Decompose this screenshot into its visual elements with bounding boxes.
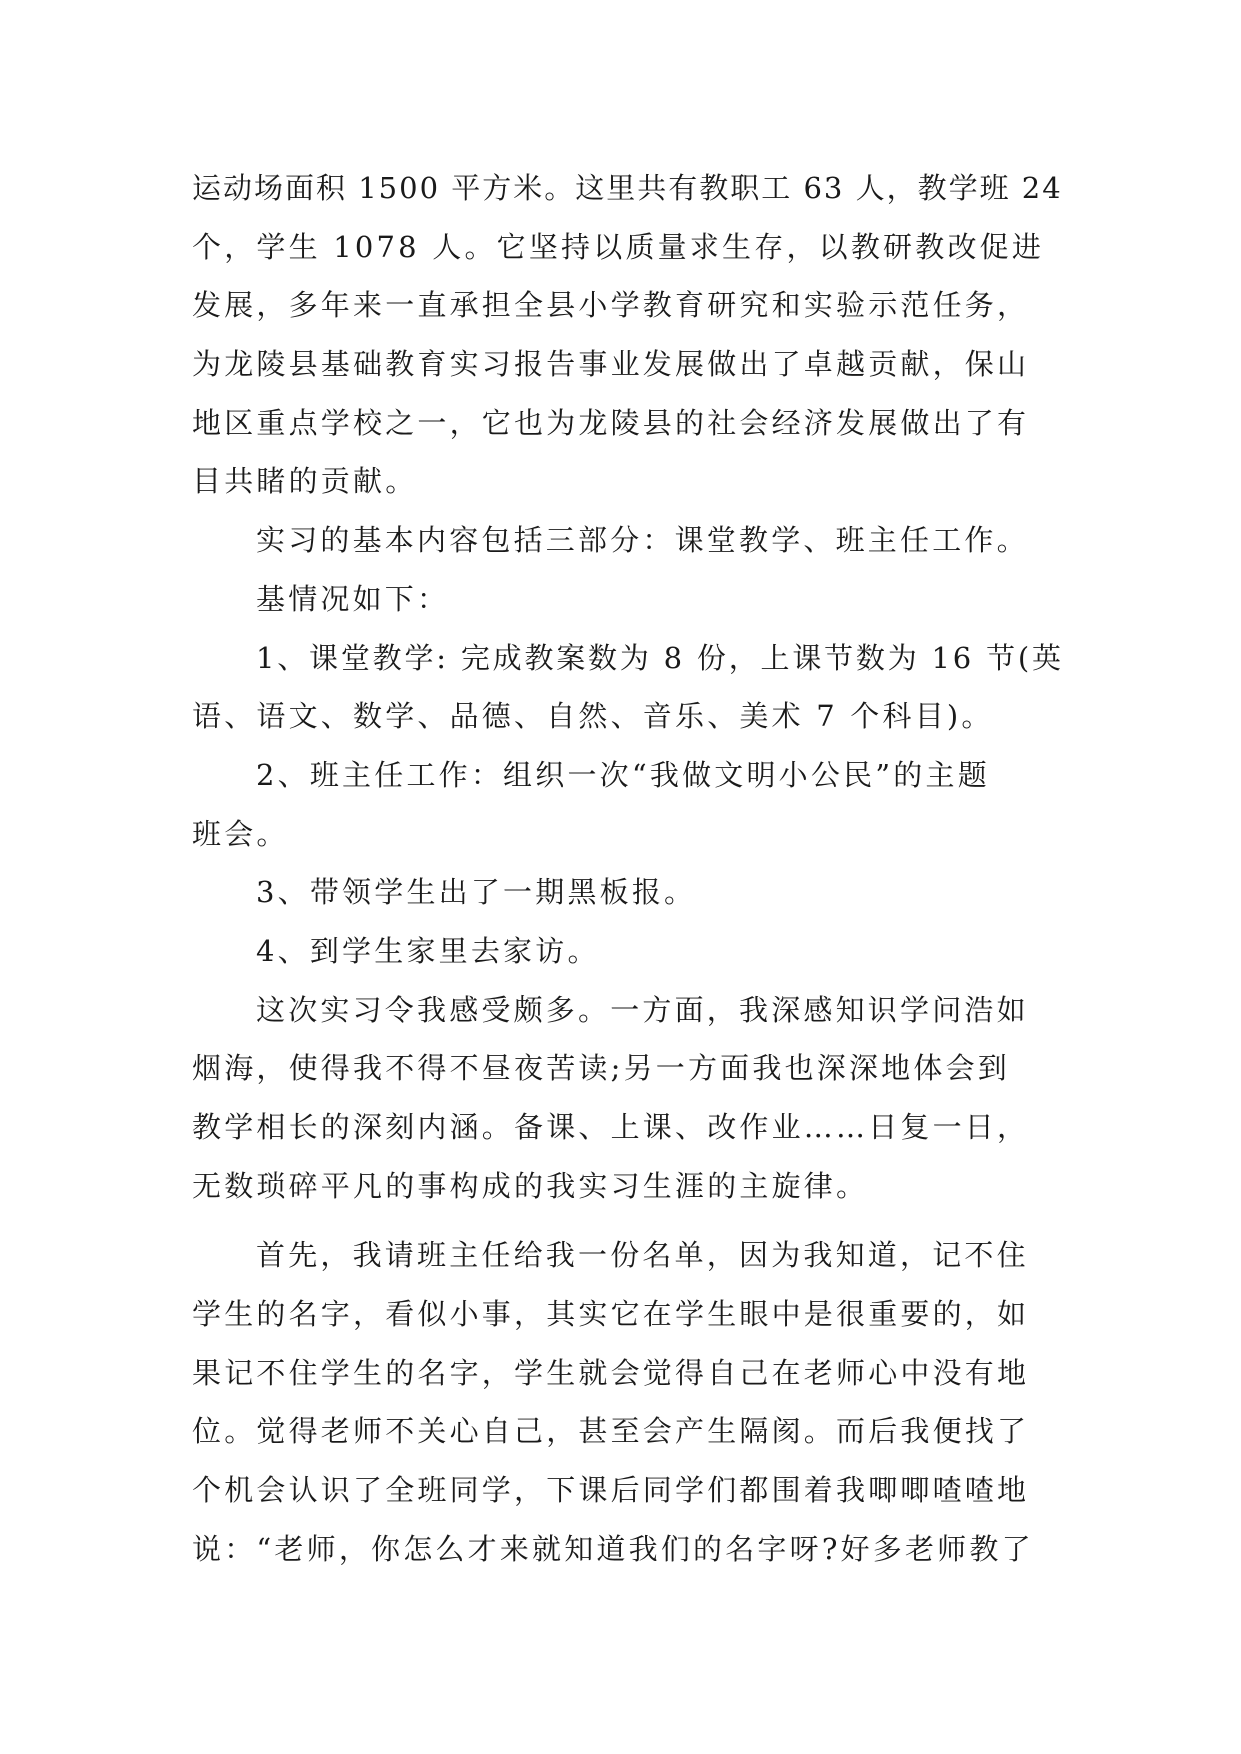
text-line: 烟海，使得我不得不昼夜苦读;另一方面我也深深地体会到 bbox=[192, 1051, 1010, 1086]
paragraph-first-line: 首先，我请班主任给我一份名单，因为我知道，记不住 bbox=[256, 1238, 1029, 1273]
text-line: 个机会认识了全班同学，下课后同学们都围着我唧唧喳喳地 bbox=[192, 1473, 1030, 1508]
document-body bbox=[192, 159, 1062, 1579]
paragraph-first-line: 这次实习令我感受颇多。一方面，我深感知识学问浩如 bbox=[256, 992, 1029, 1027]
paragraph-first-line: 基情况如下： bbox=[256, 581, 450, 616]
paragraph-gap bbox=[192, 1215, 1062, 1226]
text-line: 位。觉得老师不关心自己，甚至会产生隔阂。而后我便找了 bbox=[192, 1414, 1030, 1449]
text-line: 学生的名字，看似小事，其实它在学生眼中是很重要的，如 bbox=[192, 1297, 1030, 1332]
text-line: 语、语文、数学、品德、自然、音乐、美术 7 个科目)。 bbox=[192, 699, 994, 734]
paragraph-first-line: 3、带领学生出了一期黑板报。 bbox=[256, 875, 697, 910]
text-line: 教学相长的深刻内涵。备课、上课、改作业……日复一日， bbox=[192, 1110, 1030, 1144]
paragraph-first-line: 1、课堂教学: 完成教案数为 8 份，上课节数为 16 节(英 bbox=[256, 640, 1064, 675]
text-line: 个，学生 1078 人。它坚持以质量求生存，以教研教改促进 bbox=[192, 229, 1045, 264]
paragraph-first-line: 实习的基本内容包括三部分：课堂教学、班主任工作。 bbox=[256, 523, 1029, 558]
paragraph-first-line: 4、到学生家里去家访。 bbox=[256, 933, 600, 968]
text-line: 目共睹的贡献。 bbox=[192, 464, 418, 499]
text-line: 发展，多年来一直承担全县小学教育研究和实验示范任务， bbox=[192, 288, 1030, 323]
text-line: 班会。 bbox=[192, 816, 289, 851]
text-line: 运动场面积 1500 平方米。这里共有教职工 63 人，教学班 24 bbox=[192, 171, 1063, 205]
text-line: 无数琐碎平凡的事构成的我实习生涯的主旋律。 bbox=[192, 1168, 869, 1203]
text-line: 为龙陵县基础教育实习报告事业发展做出了卓越贡献，保山 bbox=[192, 347, 1030, 382]
text-line: 果记不住学生的名字，学生就会觉得自己在老师心中没有地 bbox=[192, 1355, 1030, 1390]
text-line: 说：“老师，你怎么才来就知道我们的名字呀?好多老师教了 bbox=[192, 1531, 1034, 1566]
paragraph-first-line: 2、班主任工作：组织一次“我做文明小公民”的主题 bbox=[256, 757, 990, 792]
text-line: 地区重点学校之一，它也为龙陵县的社会经济发展做出了有 bbox=[192, 405, 1030, 440]
